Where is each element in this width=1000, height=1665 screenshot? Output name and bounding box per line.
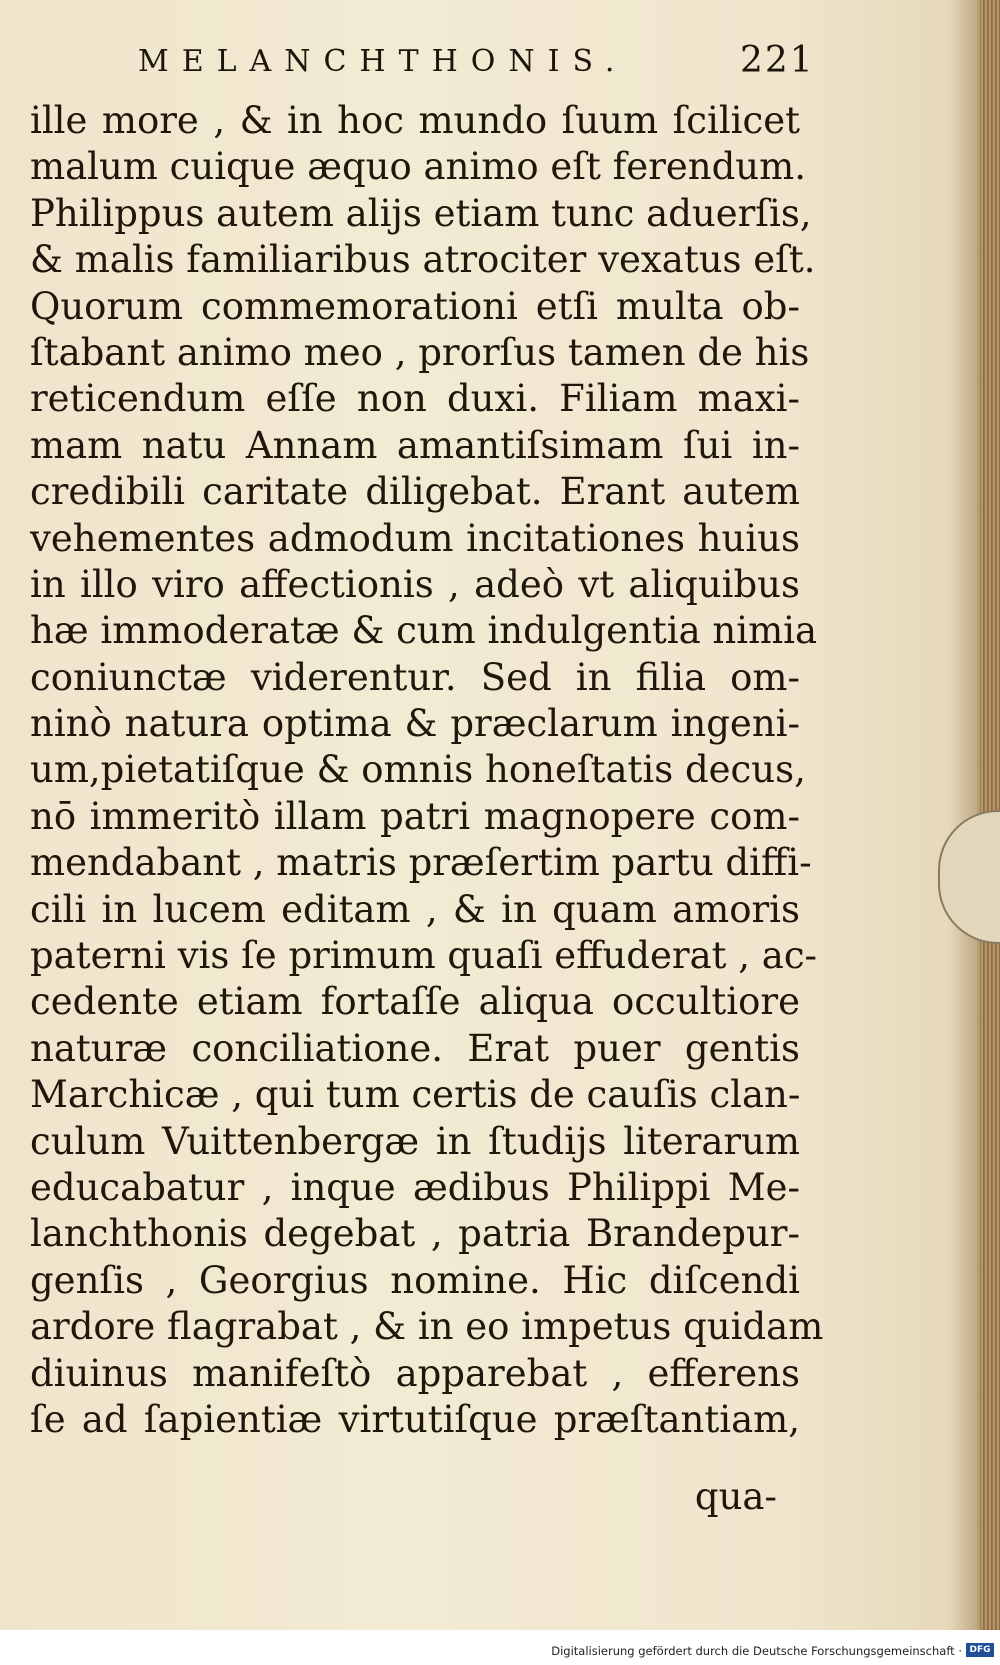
text-line: hæ immoderatæ & cum indulgentia nimia xyxy=(30,609,818,653)
text-line: malum cuique æquo animo eſt ferendum. xyxy=(30,145,806,189)
text-line: & malis familiaribus atrociter vexatus eſt. xyxy=(30,238,816,282)
text-line: reticendum eſſe non duxi. Filiam maxi- xyxy=(30,377,800,421)
text-line: cedente etiam fortaſſe aliqua occultiore xyxy=(30,980,800,1024)
running-title: MELANCHTHONIS. xyxy=(138,44,628,79)
text-line: credibili caritate diligebat. Erant autem xyxy=(30,470,800,514)
text-line: genſis , Georgius nomine. Hic diſcendi xyxy=(30,1258,800,1302)
text-line: vehementes admodum incitationes huius xyxy=(30,516,800,560)
text-line: coniunctæ viderentur. Sed in filia om- xyxy=(30,655,800,699)
text-line: um,pietatiſque & omnis honeſtatis decus, xyxy=(30,748,806,792)
catchword: qua- xyxy=(694,1475,777,1518)
text-line: Philippus autem alijs etiam tunc aduerſis, xyxy=(30,191,812,235)
scan-footer xyxy=(0,1630,1000,1665)
text-line: ardore flagrabat , & in eo impetus quidam xyxy=(30,1305,824,1349)
text-line: Marchicæ , qui tum certis de cauſis clan- xyxy=(30,1073,801,1117)
dfg-logo: DFG xyxy=(966,1643,994,1657)
text-line: Quorum commemorationi etſi multa ob- xyxy=(30,284,800,328)
text-line: lanchthonis degebat , patria Brandepur- xyxy=(30,1212,800,1256)
text-line: nō immeritò illam patri magnopere com- xyxy=(30,794,800,838)
text-line: ille more , & in hoc mundo ſuum ſcilicet xyxy=(30,99,800,142)
digitization-credit: Digitalisierung gefördert durch die Deutsche Forschungsgemeinschaft · xyxy=(551,1644,962,1658)
page-number: 221 xyxy=(740,40,815,81)
text-line: mendabant , matris præſertim partu diffi- xyxy=(30,841,812,885)
text-line: diuinus manifeſtò apparebat , efferens xyxy=(30,1351,800,1395)
body-text xyxy=(30,98,824,1443)
text-line: naturæ conciliatione. Erat puer gentis xyxy=(30,1026,800,1070)
text-line: in illo viro affectionis , adeò vt aliquibus xyxy=(30,562,800,606)
text-line: paterni vis ſe primum quaſi effuderat , ac- xyxy=(30,934,818,978)
text-line: ſtabant animo meo , prorſus tamen de his xyxy=(30,330,810,374)
text-line: educabatur , inque ædibus Philippi Me- xyxy=(30,1165,800,1209)
text-line: ſe ad ſapientiæ virtutiſque præſtantiam, xyxy=(30,1397,800,1441)
text-line: mam natu Annam amantiſsimam ſui in- xyxy=(30,423,800,467)
text-line: cili in lucem editam , & in quam amoris xyxy=(30,887,800,931)
text-line: culum Vuittenbergæ in ſtudijs literarum xyxy=(30,1119,800,1163)
page-header xyxy=(0,40,980,94)
text-line: ninò natura optima & præclarum ingeni- xyxy=(30,702,800,746)
